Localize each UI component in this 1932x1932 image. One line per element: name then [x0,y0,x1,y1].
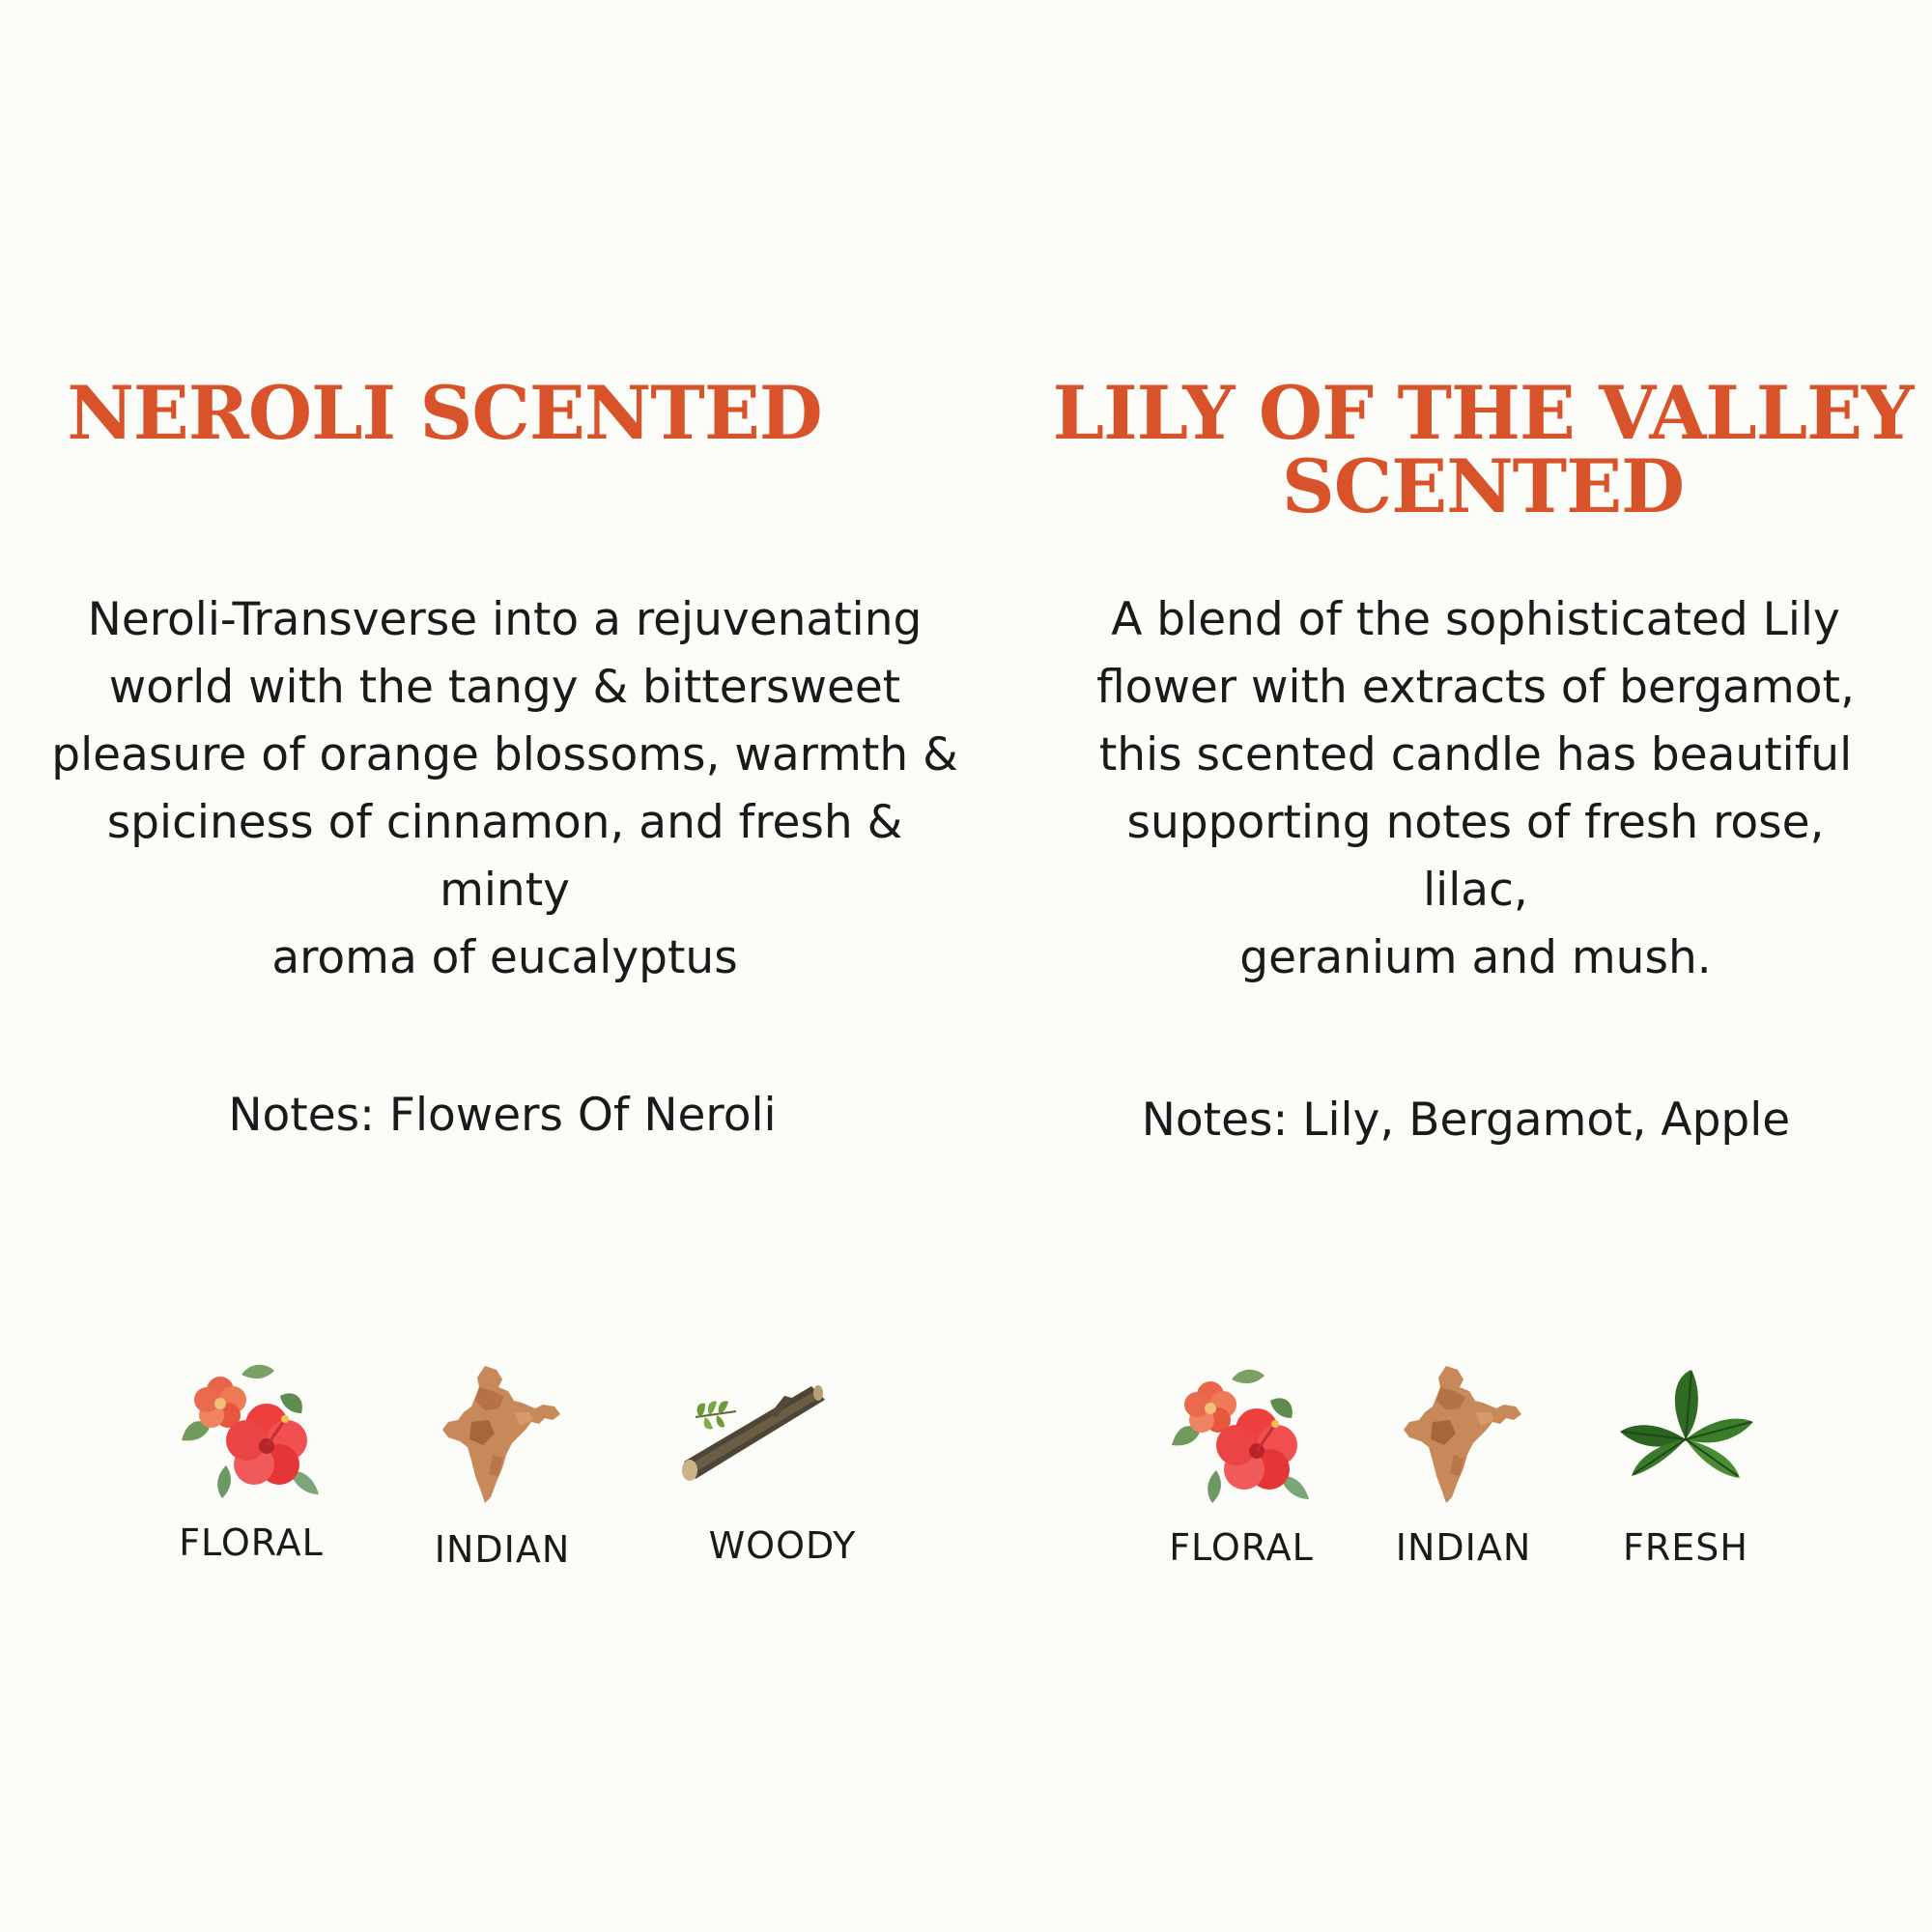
product-description [1087,586,1864,992]
description-line: Neroli-Transverse into a rejuvenating [87,593,923,646]
description-line: A blend of the sophisticated Lily [1111,593,1840,646]
description-line: flower with extracts of bergamot, [1096,661,1855,714]
description-line: spiciness of cinnamon, and fresh & minty [106,796,903,917]
wood-stick-icon [676,1357,831,1502]
green-leaves-icon [1608,1362,1763,1507]
title-line: LILY OF THE VALLEY [1052,370,1914,456]
category-label: WOODY [708,1524,857,1567]
category-label: FLORAL [1169,1526,1314,1569]
product-title [1034,370,1932,529]
product-notes: Notes: Flowers Of Neroli [228,1089,777,1142]
india-map-icon [1386,1362,1541,1507]
product-title [19,370,869,456]
description-line: geranium and mush. [1239,931,1712,984]
product-lily-of-the-valley [966,0,1932,1932]
category-label: FLORAL [179,1521,324,1564]
description-line: aroma of eucalyptus [271,931,738,984]
title-line: SCENTED [1281,443,1685,529]
description-line: world with the tangy & bittersweet [108,661,901,714]
india-map-icon [425,1362,580,1507]
description-line: supporting notes of fresh rose, lilac, [1126,796,1825,917]
product-notes: Notes: Lily, Bergamot, Apple [1141,1094,1791,1147]
category-label: FRESH [1623,1526,1748,1569]
description-line: pleasure of orange blossoms, warmth & [51,728,958,781]
description-line: this scented candle has beautiful [1098,728,1853,781]
hibiscus-flower-icon [1164,1362,1319,1507]
title-line: NEROLI SCENTED [67,370,822,456]
hibiscus-flower-icon [174,1357,328,1502]
product-description [39,586,971,992]
category-label: INDIAN [1395,1526,1532,1569]
category-label: INDIAN [434,1528,571,1571]
